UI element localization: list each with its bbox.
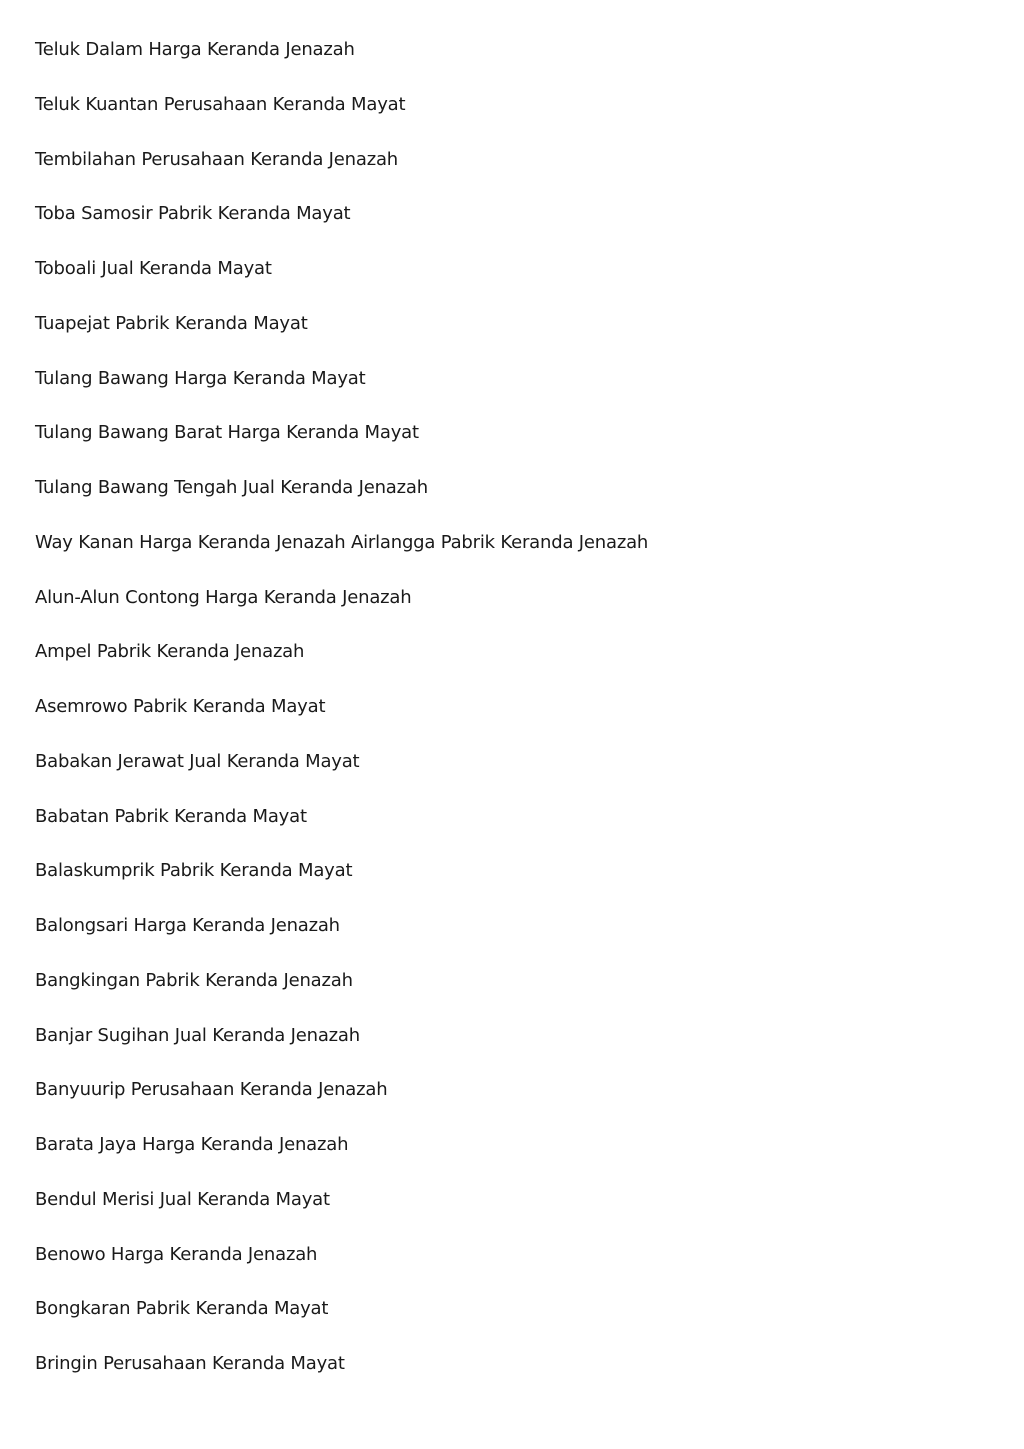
list-item: Barata Jaya Harga Keranda Jenazah bbox=[35, 1134, 349, 1155]
list-item: Tembilahan Perusahaan Keranda Jenazah bbox=[35, 148, 398, 170]
list-item: Way Kanan Harga Keranda Jenazah Airlangga Pabrik Keranda Jenazah bbox=[35, 531, 649, 553]
list-item: Alun-Alun Contong Harga Keranda Jenazah bbox=[35, 586, 412, 608]
list-item: Toboali Jual Keranda Mayat bbox=[35, 258, 272, 279]
list-item: Asemrowo Pabrik Keranda Mayat bbox=[35, 696, 326, 717]
list-item: Babatan Pabrik Keranda Mayat bbox=[35, 805, 307, 827]
list-item: Banyuurip Perusahaan Keranda Jenazah bbox=[35, 1079, 388, 1101]
list-item: Bringin Perusahaan Keranda Mayat bbox=[35, 1353, 345, 1374]
list-item: Bendul Merisi Jual Keranda Mayat bbox=[35, 1188, 330, 1210]
list-item: Ampel Pabrik Keranda Jenazah bbox=[35, 641, 305, 663]
list-item: Bongkaran Pabrik Keranda Mayat bbox=[35, 1298, 329, 1320]
list-item: Teluk Dalam Harga Keranda Jenazah bbox=[35, 39, 355, 60]
list-item: Toba Samosir Pabrik Keranda Mayat bbox=[35, 203, 351, 225]
list-item: Bangkingan Pabrik Keranda Jenazah bbox=[35, 969, 353, 991]
list-item: Tuapejat Pabrik Keranda Mayat bbox=[35, 312, 308, 334]
list-item: Tulang Bawang Harga Keranda Mayat bbox=[35, 367, 366, 389]
list-item: Tulang Bawang Tengah Jual Keranda Jenazah bbox=[35, 477, 428, 498]
entry-list bbox=[35, 37, 985, 1406]
list-item: Balaskumprik Pabrik Keranda Mayat bbox=[35, 860, 353, 882]
list-item: Benowo Harga Keranda Jenazah bbox=[35, 1243, 318, 1265]
list-item: Banjar Sugihan Jual Keranda Jenazah bbox=[35, 1024, 360, 1046]
list-item: Teluk Kuantan Perusahaan Keranda Mayat bbox=[35, 93, 406, 115]
list-item: Tulang Bawang Barat Harga Keranda Mayat bbox=[35, 422, 419, 444]
list-item: Babakan Jerawat Jual Keranda Mayat bbox=[35, 750, 360, 772]
list-item: Balongsari Harga Keranda Jenazah bbox=[35, 915, 340, 936]
